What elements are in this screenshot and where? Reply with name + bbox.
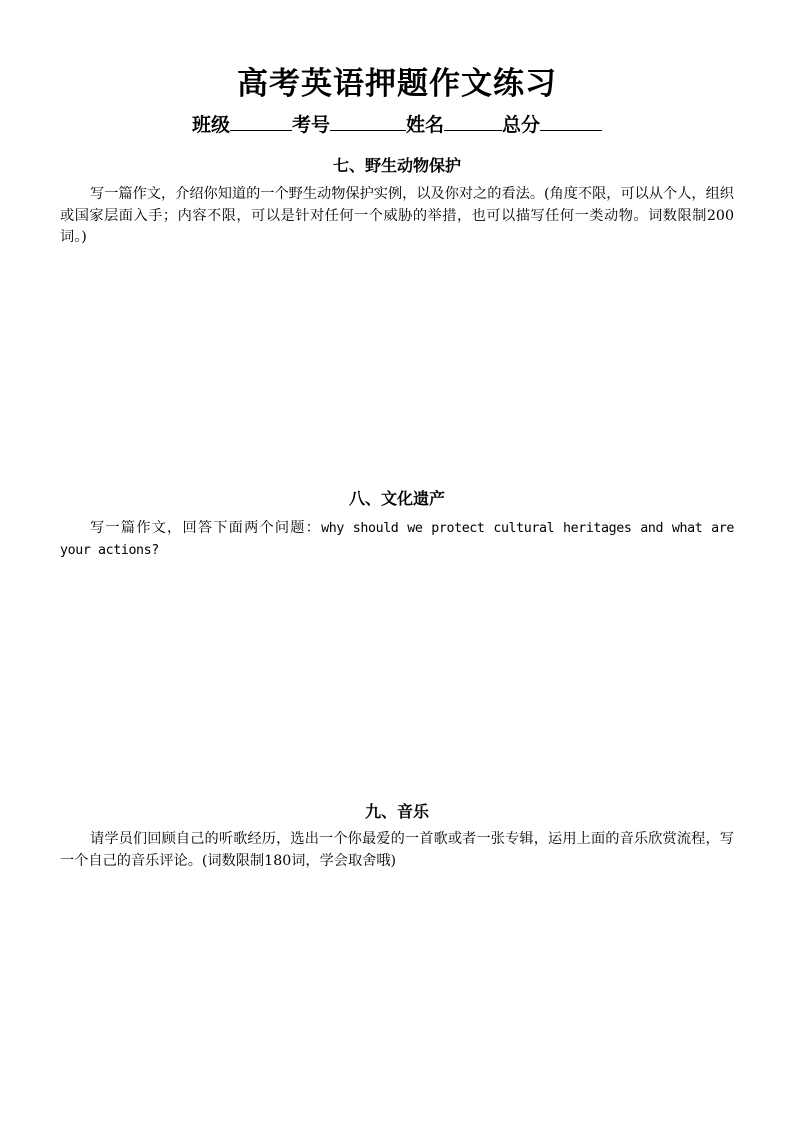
section-prompt-music: 请学员们回顾自己的听歌经历，选出一个你最爱的一首歌或者一张专辑，运用上面的音乐欣赏流程，写一个自己的音乐评论。(词数限制180词，学会取舍哦) <box>60 831 734 869</box>
score-label: 总分 <box>502 114 541 136</box>
score-blank <box>540 112 602 131</box>
section-heading-wildlife: 七、野生动物保护 <box>332 156 461 175</box>
name-label: 姓名 <box>406 114 445 136</box>
exam-number-label: 考号 <box>291 114 330 136</box>
section-heading-heritage: 八、文化遗产 <box>348 489 445 508</box>
class-blank <box>230 112 292 131</box>
document-title: 高考英语押题作文练习 <box>237 66 557 102</box>
class-label: 班级 <box>191 114 230 136</box>
name-blank <box>444 112 502 131</box>
section-heading-music: 九、音乐 <box>364 802 429 821</box>
section-prompt-heritage <box>60 518 734 561</box>
heritage-prompt-english: why should we protect cultural heritages and what are your actions? <box>60 521 734 558</box>
exam-number-blank <box>330 112 406 131</box>
section-prompt-wildlife: 写一篇作文，介绍你知道的一个野生动物保护实例，以及你对之的看法。(角度不限，可以从个人，组织或国家层面入手；内容不限，可以是针对任何一个威胁的举措，也可以描写任何一类动物。词数限制200词。) <box>60 186 734 245</box>
heritage-prompt-chinese: 写一篇作文，回答下面两个问题： <box>90 520 322 536</box>
student-info-line <box>0 110 794 137</box>
